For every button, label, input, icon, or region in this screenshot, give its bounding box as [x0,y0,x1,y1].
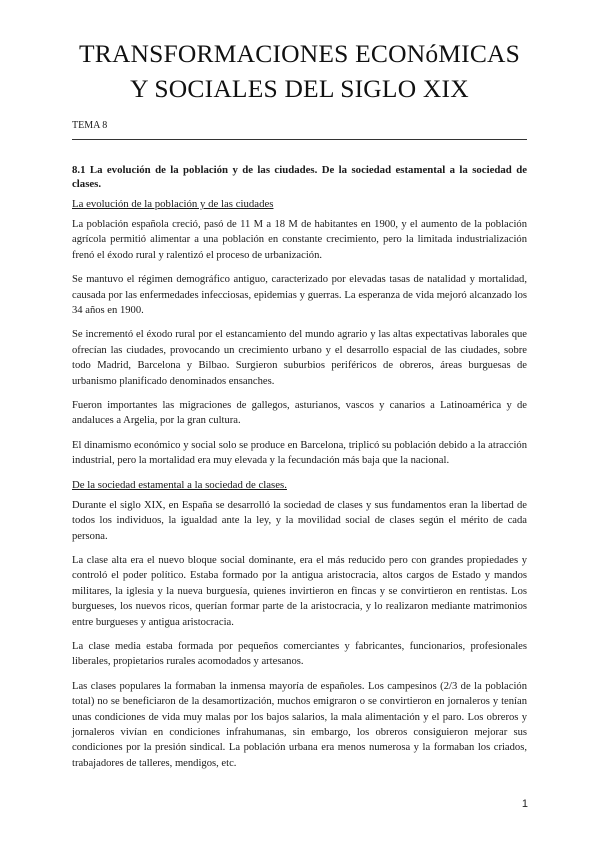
title-line-2: Y SOCIALES DEL SIGLO XIX [130,74,469,103]
section-heading: 8.1 La evolución de la población y de las ciudades. De la sociedad estamental a la sociedad de clases. [72,164,527,190]
subheading-sociedad: De la sociedad estamental a la sociedad de clases. [72,478,287,491]
paragraph: La clase media estaba formada por pequeños comerciantes y fabricantes, funcionarios, profesionales liberales, propietarios rurales acomodados y artesanos. [72,640,527,668]
document-title [72,36,527,106]
subheading-poblacion: La evolución de la población y de las ciudades [72,198,274,210]
paragraph: Las clases populares la formaban la inmensa mayoría de españoles. Los campesinos (2/3 de la población total) no se beneficiaron de la desamortización, muchos emigraron o se convirtieron en jornaleros y tenían unas condiciones de vida muy malas por los bajos salarios, la mala alimentación y el paro. Los obreros y jornaleros vivían en condiciones infrahumanas, sin embargo, los obreros consiguieron mejorar sus condiciones por la presión sindical. La población urbana era menos numerosa y la formaban los criados, trabajadores de talleres, mendigos, etc. [72,680,527,769]
document-page [72,0,527,771]
paragraph: Se mantuvo el régimen demográfico antiguo, caracterizado por elevadas tasas de natalidad y mortalidad, causada por las enfermedades infecciosas, epidemias y guerras. La esperanza de vida mejoró alcanzado los 34 años en 1900. [72,274,527,317]
page-number: 1 [521,798,528,810]
tema-label: TEMA 8 [72,120,108,131]
paragraph: Durante el siglo XIX, en España se desarrolló la sociedad de clases y sus fundamentos eran la libertad de todos los individuos, la igualdad ante la ley, y la movilidad social de clases según el mérito de cada persona. [72,499,527,542]
paragraph: La población española creció, pasó de 11 M a 18 M de habitantes en 1900, y el aumento de la población agrícola permitió alimentar a una población en constante crecimiento, pero la limitada industrialización frenó el éxodo rural y ralentizó el proceso de urbanización. [72,219,527,261]
paragraph: Se incrementó el éxodo rural por el estancamiento del mundo agrario y las altas expectativas laborales que ofrecían las ciudades, provocando un crecimiento urbano y el desarrollo espacial de las ciudades, sobre todo Madrid, Barcelona y Bilbao. Surgieron suburbios periféricos de obreros, áreas burguesas de urbanismo planificado denominados ensanches. [72,329,527,387]
paragraph: El dinamismo económico y social solo se produce en Barcelona, triplicó su población debido a la atracción industrial, pero la mortalidad era muy elevada y la fecundación más baja que la nacional. [72,439,527,467]
header-divider [72,139,527,140]
paragraph: La clase alta era el nuevo bloque social dominante, era el más reducido pero con grandes propiedades y controló el poder político. Estaba formado por la antigua aristocracia, altos cargos de Estado y mandos militares, la iglesia y la nueva burguesía, quienes invirtieron en fincas y se convirtieron en rentistas. Los burgueses, los nuevos ricos, querían formar parte de la aristocracia, y lo realizaron mediante matrimonios entre burgueses y antigua aristocracia. [72,554,527,628]
paragraph: Fueron importantes las migraciones de gallegos, asturianos, vascos y canarios a Latinoamérica y de andaluces a Argelia, por la gran cultura. [72,400,527,427]
title-line-1: TRANSFORMACIONES ECONóMICAS [78,39,521,68]
